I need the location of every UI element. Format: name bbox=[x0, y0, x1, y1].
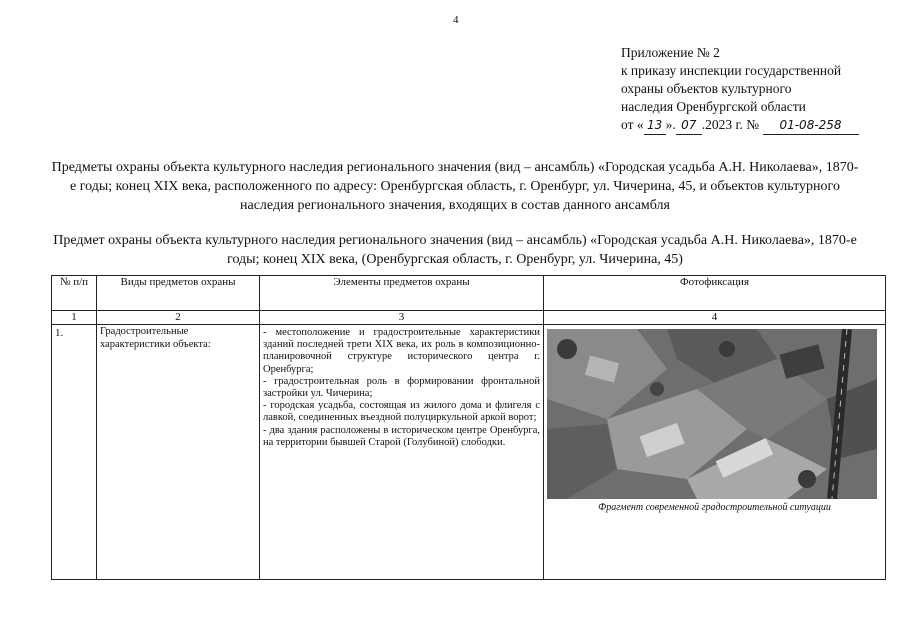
document-title: Предметы охраны объекта культурного наследия регионального значения (вид – ансамбль) «Городская усадьба А.Н. Николаева», 1870-е годы; конец XIX века, расположенного по адресу: Оренбургская область, г. Оренбург, ул. Чичерина, 45, и объектов культурного наследия регионального значения, входящих в состав данного ансамбля bbox=[51, 160, 859, 213]
date-year: .2023 г. № bbox=[701, 117, 760, 132]
table-column-numbers-row bbox=[52, 311, 886, 325]
appendix-line-4: наследия Оренбургской области bbox=[621, 99, 806, 114]
col-number-3: 3 bbox=[260, 311, 544, 325]
document-subtitle: Предмет охраны объекта культурного наследия регионального значения (вид – ансамбль) «Городская усадьба А.Н. Николаева», 1870-е годы; конец XIX века, (Оренбургская область, г. Оренбург, ул. Чичерина, 45) bbox=[53, 233, 857, 267]
protection-subjects-table bbox=[51, 275, 886, 580]
appendix-line-3: охраны объектов культурного bbox=[621, 81, 792, 96]
header-number: № п/п bbox=[52, 276, 97, 311]
row-number: 1. bbox=[52, 325, 97, 580]
table-row bbox=[52, 325, 886, 580]
handwritten-order-number: 01-08-258 bbox=[763, 116, 859, 135]
page-number: 4 bbox=[453, 14, 459, 26]
row-elements bbox=[260, 325, 544, 580]
header-elements: Элементы предметов охраны bbox=[260, 276, 544, 311]
col-number-1: 1 bbox=[52, 311, 97, 325]
photo-caption: Фрагмент современной градостроительной ситуации bbox=[598, 502, 831, 513]
table-header-row bbox=[52, 276, 886, 311]
element-item: - два здания расположены в историческом центре Оренбурга, на территории бывшей Старой (Голубиной) слободки. bbox=[263, 424, 540, 448]
appendix-line-1: Приложение № 2 bbox=[621, 45, 720, 60]
col-number-2: 2 bbox=[97, 311, 260, 325]
header-type: Виды предметов охраны bbox=[97, 276, 260, 311]
appendix-line-2: к приказу инспекции государственной bbox=[621, 63, 842, 78]
element-item: - местоположение и градостроительные характеристики зданий последней трети XIX века, их роль в композиционно-планировочной структуре исторического центра г. Оренбурга; bbox=[263, 327, 540, 375]
element-item: - градостроительная роль в формировании фронтальной застройки ул. Чичерина; bbox=[263, 375, 540, 400]
appendix-date-line bbox=[621, 116, 891, 135]
handwritten-month: 07 bbox=[676, 116, 702, 135]
header-photo: Фотофиксация bbox=[544, 276, 886, 311]
aerial-photo bbox=[547, 329, 877, 499]
element-item: - городская усадьба, состоящая из жилого дома и флигеля с лавкой, соединенных въездной полуциркульной аркой ворот; bbox=[263, 400, 540, 424]
date-prefix: от « bbox=[621, 117, 644, 132]
date-mid: ». bbox=[665, 117, 676, 132]
row-photo-cell bbox=[544, 325, 886, 580]
handwritten-day: 13 bbox=[644, 116, 666, 135]
appendix-block bbox=[621, 44, 891, 135]
row-type: Градостроительные характеристики объекта: bbox=[97, 325, 260, 580]
col-number-4: 4 bbox=[544, 311, 886, 325]
